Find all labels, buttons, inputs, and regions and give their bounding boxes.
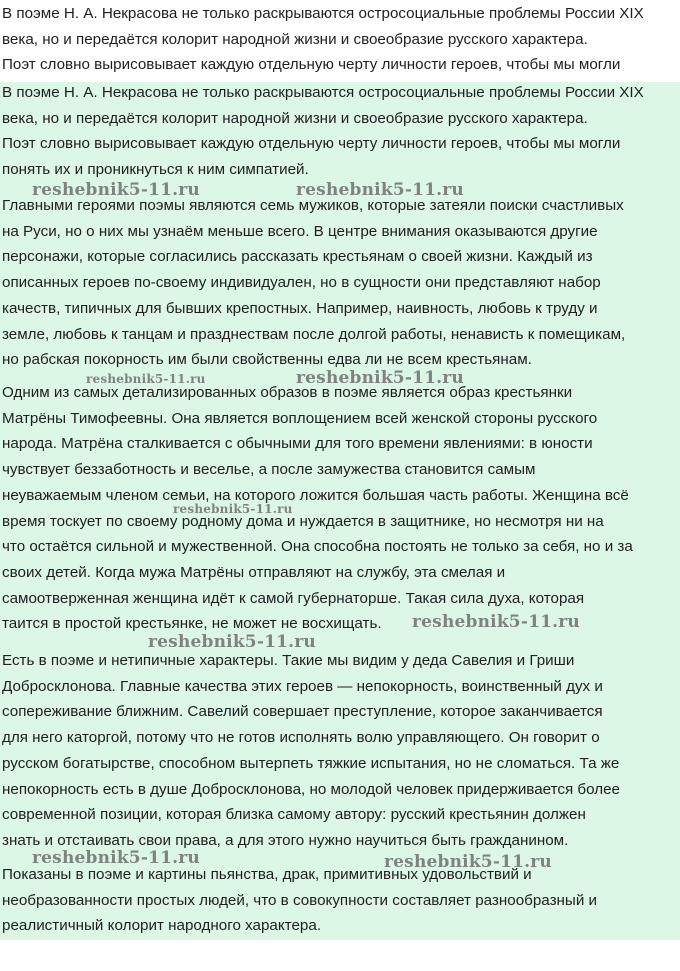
- watermark: reshebnik5-11.ru: [86, 372, 206, 386]
- text-line: Матрёны Тимофеевны. Она является воплощением всей женской стороны русского: [2, 409, 598, 427]
- watermark: reshebnik5-11.ru: [173, 502, 293, 516]
- text-line: Поэт словно вырисовывает каждую отдельную черту личности героев, чтобы мы могли: [2, 56, 621, 74]
- text-line: для него каторгой, потому что не готов исполнять волю управляющего. Он говорит о: [2, 729, 600, 747]
- text-line: на Руси, но о них мы узнаём меньше всего. В центре внимания оказываются другие: [2, 222, 598, 240]
- paragraph-3: [2, 380, 678, 637]
- text-line: неуважаемым членом семьи, на которого ложится большая часть работы. Женщина всё: [2, 486, 629, 504]
- text-line: земле, любовь к танцам и празднествам после долгой работы, ненависть к помещикам,: [2, 325, 626, 343]
- watermark: reshebnik5-11.ru: [384, 852, 552, 872]
- text-line: но рабская покорность им были свойственны едва ли не всем крестьянам.: [2, 351, 532, 369]
- text-line: реалистичный колорит народного характера.: [2, 917, 322, 935]
- text-line: описанных героев по-своему индивидуален, но в сущности они представляют набор: [2, 274, 601, 292]
- text-line: века, но и передаётся колорит народной жизни и своеобразие русского характера.: [2, 30, 588, 48]
- intro-paragraph: [2, 1, 678, 78]
- text-line: народа. Матрёна сталкивается с обычными для того времени явлениями: в юности: [2, 435, 593, 453]
- text-line: знать и отстаивать свои права, а для этого нужно научиться быть гражданином.: [2, 831, 569, 849]
- watermark: reshebnik5-11.ru: [32, 848, 200, 868]
- text-line: Одним из самых детализированных образов в поэме является образ крестьянки: [2, 384, 573, 401]
- text-line: качеств, типичных для бывших крепостных. Например, наивность, любовь к труду и: [2, 299, 598, 317]
- text-line: Поэт словно вырисовывает каждую отдельную черту личности героев, чтобы мы могли: [2, 135, 621, 153]
- text-line: непокорность есть в душе Добросклонова, но молодой человек придерживается более: [2, 780, 620, 798]
- paragraph-1: [2, 80, 678, 183]
- text-line: В поэме Н. А. Некрасова не только раскрываются остросоциальные проблемы России XIX: [2, 5, 644, 22]
- text-line: персонажи, которые согласились рассказать крестьянам о своей жизни. Каждый из: [2, 248, 593, 266]
- watermark: reshebnik5-11.ru: [148, 632, 316, 652]
- watermark: reshebnik5-11.ru: [296, 180, 464, 200]
- text-line: что остаётся сильной и мужественной. Она способна постоять не только за себя, но и за: [2, 538, 633, 556]
- paragraph-2: [2, 193, 678, 373]
- text-line: Добросклонова. Главные качества этих героев — непокорность, воинственный дух и: [2, 677, 603, 695]
- text-line: сопереживание ближним. Савелий совершает преступление, которое заканчивается: [2, 703, 603, 721]
- text-line: необразованности простых людей, что в совокупности составляет разнообразный и: [2, 891, 598, 909]
- watermark: reshebnik5-11.ru: [32, 180, 200, 200]
- text-line: таится в простой крестьянке, не может не восхищать.: [2, 615, 382, 633]
- text-line: Показаны в поэме и картины пьянства, драк, примитивных удовольствий и: [2, 866, 532, 883]
- watermark: reshebnik5-11.ru: [412, 612, 580, 632]
- text-line: самоотверженная женщина идёт к самой губернаторше. Такая сила духа, которая: [2, 589, 585, 607]
- text-line: В поэме Н. А. Некрасова не только раскрываются остросоциальные проблемы России XIX: [2, 84, 644, 101]
- text-line: чувствует беззаботность и веселье, а после замужества становится самым: [2, 461, 536, 479]
- text-line: современной позиции, которая близка самому автору: русский крестьянин должен: [2, 806, 586, 824]
- text-line: своих детей. Когда мужа Матрёны отправляют на службу, эта смелая и: [2, 563, 506, 581]
- text-line: Есть в поэме и нетипичные характеры. Такие мы видим у деда Савелия и Гриши: [2, 652, 575, 669]
- paragraph-5: [2, 862, 678, 939]
- paragraph-4: [2, 648, 678, 854]
- text-line: русском богатырстве, способном вытерпеть тяжкие испытания, но не сломаться. Та же: [2, 754, 620, 772]
- text-line: Главными героями поэмы являются семь мужиков, которые затеяли поиски счастливых: [2, 197, 624, 214]
- text-line: время тоскует по своему родному дома и нуждается в защитнике, но несмотря ни на: [2, 512, 604, 530]
- text-line: понять их и проникнуться к ним симпатией.: [2, 161, 309, 179]
- watermark: reshebnik5-11.ru: [296, 368, 464, 388]
- text-line: века, но и передаётся колорит народной жизни и своеобразие русского характера.: [2, 109, 588, 127]
